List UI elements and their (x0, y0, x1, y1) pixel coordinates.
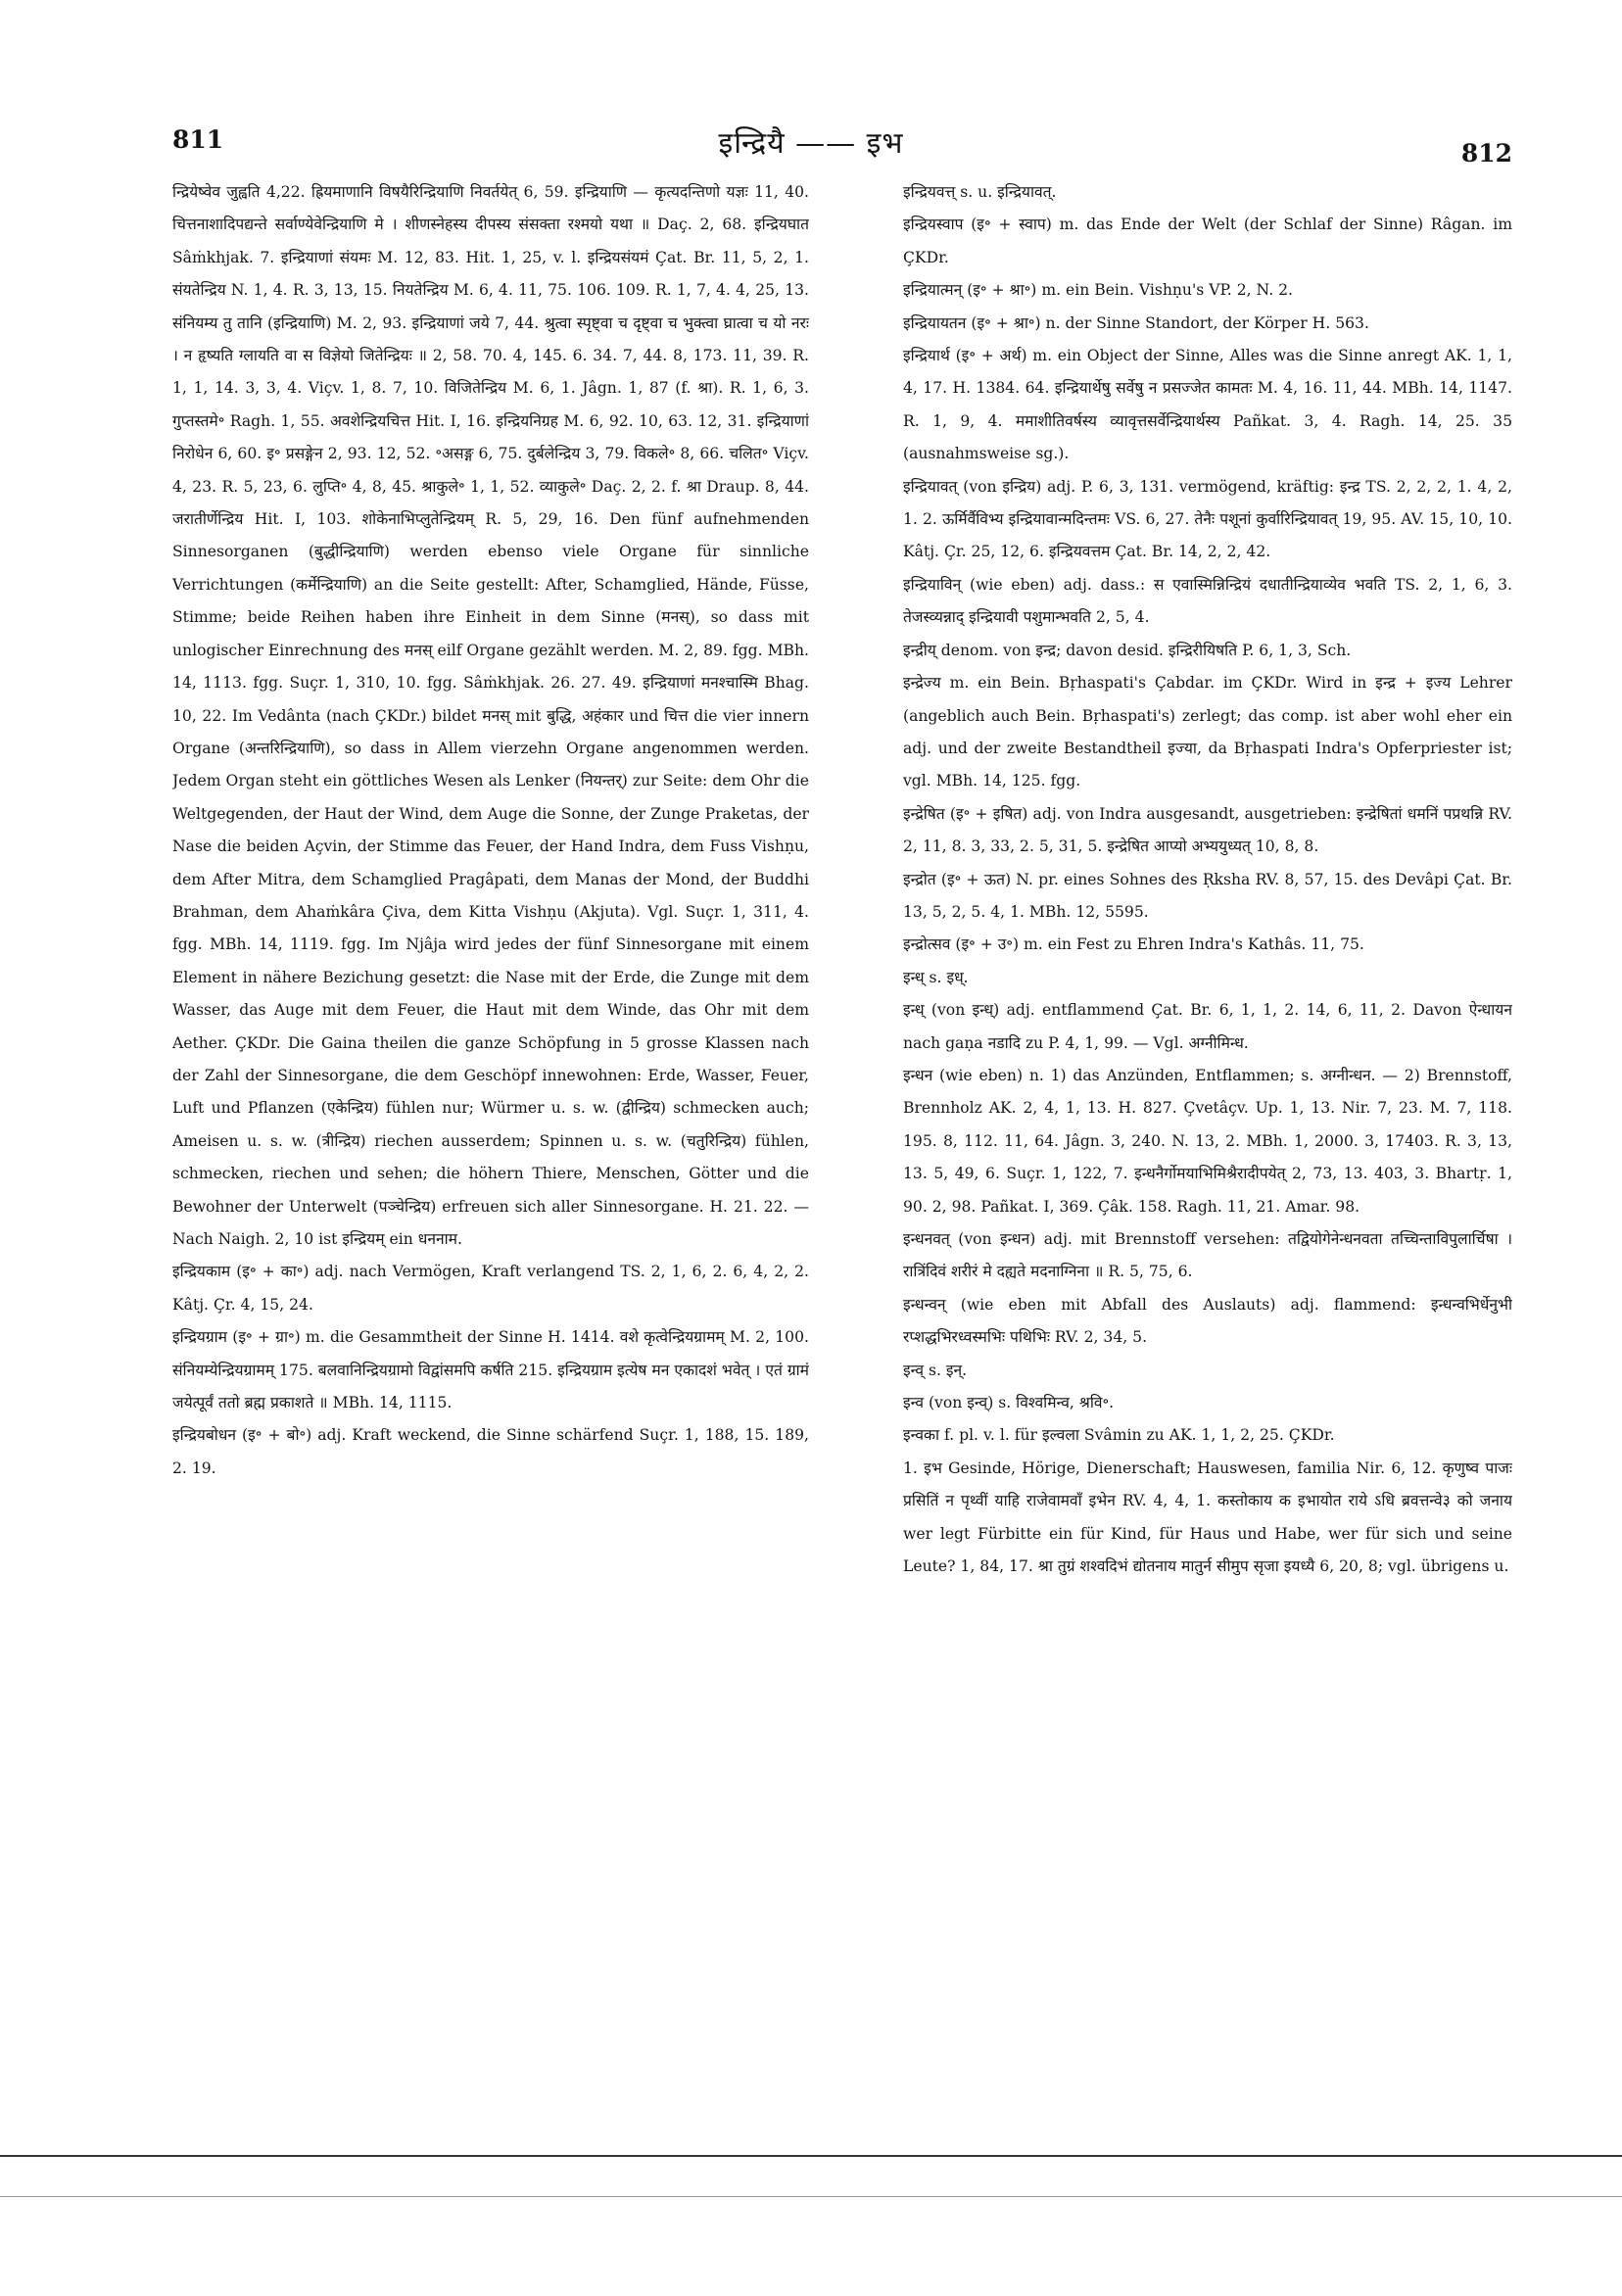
dictionary-entry: इन्द्रोत्सव (इ॰ + उ॰) m. ein Fest zu Ehren Indra's Kathâs. 11, 75. (903, 935, 1364, 954)
page-number-right: 812 (1460, 139, 1512, 167)
running-title: इन्द्रियै —— इभ (718, 126, 904, 161)
dictionary-entry: इन्वका f. pl. v. l. für इल्वला Svâmin zu AK. 1, 1, 2, 25. ÇKDr. (903, 1426, 1335, 1445)
dictionary-entry: इन्द्रोत (इ॰ + ऊत) N. pr. eines Sohnes des Ṛksha RV. 8, 57, 15. des Devâpi Çat. Br. 13, 5, 2, 5. 4, 1. MBh. 12, 5595. (903, 870, 1512, 921)
dictionary-entry: इन्व् s. इन्. (903, 1361, 968, 1379)
dictionary-entry: इन्द्रीय् denom. von इन्द्र; davon desid. इन्द्रिरीयिषति P. 6, 1, 3, Sch. (903, 641, 1352, 659)
dictionary-entry: इन्ध् (von इन्ध्) adj. entflammend Çat. Br. 6, 1, 1, 2. 14, 6, 11, 2. Davon ऐन्धायन nach gaṇa नडादि zu P. 4, 1, 99. — Vgl. अग्नीमिन्ध. (903, 1001, 1512, 1052)
dictionary-entry: 1. इभ Gesinde, Hörige, Dienerschaft; Hauswesen, familia Nir. 6, 12. कृणुष्व पाजः प्रसितिं न पृथ्वीं याहि राजेवामवाँ इभेन RV. 4, 4, 1. कस्तोकाय क इभायोत राये ऽधि ब्रवत्तन्वे३ को जनाय wer legt Fürbitte ein für Kind, für Haus und Habe, wer für sich und seine Leute? 1, 84, 17. श्रा तुग्रं शश्वदिभं द्योतनाय मातुर्न सीमुप सृजा इयध्यै 6, 20, 8; vgl. übrigens u. (903, 1459, 1512, 1576)
bottom-rule-faint (0, 2196, 1622, 2197)
dictionary-entry: इन्द्रियवत्त् s. u. इन्द्रियावत्. (903, 183, 1057, 201)
dictionary-entry: इन्ध् s. इध्. (903, 968, 969, 986)
dictionary-entry: इन्धन (wie eben) n. 1) das Anzünden, Entflammen; s. अग्नीन्धन. — 2) Brennstoff, Brennholz AK. 2, 4, 1, 13. H. 827. Çvetâçv. Up. 1, 13. Nir. 7, 23. M. 7, 118. 195. 8, 112. 11, 64. Jâgn. 3, 240. N. 13, 2. MBh. 1, 2000. 3, 17403. R. 3, 13, 13. 5, 49, 6. Suçr. 1, 122, 7. इन्धनैर्गोमयाभिमिश्रैरादीपयेत् 2, 73, 13. 403, 3. Bhartṛ. 1, 90. 2, 98. Pañkat. I, 369. Çâk. 158. Ragh. 11, 21. Amar. 98. (903, 1066, 1512, 1216)
dictionary-entry: इन्द्रियावत् (von इन्द्रिय) adj. P. 6, 3, 131. vermögend, kräftig: इन्द्र TS. 2, 2, 2, 1. 4, 2, 1. 2. ऊर्मिर्वैविभ्य इन्द्रियावान्मदिन्तमः VS. 6, 27. तेनैः पशूनां कुर्वारिन्द्रियावत् 19, 95. AV. 15, 10, 10. Kâtj. Çr. 25, 12, 6. इन्द्रियवत्तम Çat. Br. 14, 2, 2, 42. (903, 477, 1512, 561)
left-column (172, 176, 809, 2018)
dictionary-entry: इन्धनवत् (von इन्धन) adj. mit Brennstoff versehen: तद्वियोगेनेन्धनवता तच्चिन्ताविपुलार्चिषा । रात्रिंदिवं शरीरं मे दह्यते मदनाग्निना ॥ R. 5, 75, 6. (903, 1230, 1512, 1281)
dictionary-entry: इन्द्रियस्वाप (इ॰ + स्वाप) m. das Ende der Welt (der Schlaf der Sinne) Râgan. im ÇKDr. (903, 215, 1512, 266)
dictionary-entry: इन्द्रियार्थ (इ॰ + अर्थ) m. ein Object der Sinne, Alles was die Sinne anregt AK. 1, 1, 4, 17. H. 1384. 64. इन्द्रियार्थेषु सर्वेषु न प्रसज्जेत कामतः M. 4, 16. 11, 44. MBh. 14, 1147. R. 1, 9, 4. ममाशीतिवर्षस्य व्यावृत्तसर्वेन्द्रियार्थस्य Pañkat. 3, 4. Ragh. 14, 25. 35 (ausnahmsweise sg.). (903, 347, 1512, 463)
dictionary-entry: इन्द्रियकाम (इ॰ + का॰) adj. nach Vermögen, Kraft verlangend TS. 2, 1, 6, 2. 6, 4, 2, 2. Kâtj. Çr. 4, 15, 24. (172, 1263, 809, 1314)
dictionary-entry: इन्धन्वन् (wie eben mit Abfall des Auslauts) adj. flammend: इन्धन्वभिर्धेनुभी रप्शद्धभिरध्वस्मभिः पथिभिः RV. 2, 34, 5. (903, 1295, 1512, 1347)
bottom-rule (0, 2155, 1622, 2157)
dictionary-entry: इन्द्रियग्राम (इ॰ + ग्रा॰) m. die Gesammtheit der Sinne H. 1414. वशे कृत्वेन्द्रियग्रामम् M. 2, 100. संनियम्येन्द्रियग्रामम् 175. बलवानिन्द्रियग्रामो विद्वांसमपि कर्षति 215. इन्द्रियग्राम इत्येष मन एकादशं भवेत् । एतं ग्रामं जयेत्पूर्वं ततो ब्रह्म प्रकाशते ॥ MBh. 14, 1115. (172, 1328, 809, 1412)
dictionary-entry: इन्द्रियात्मन् (इ॰ + श्रा॰) m. ein Bein. Vishṇu's VP. 2, N. 2. (903, 281, 1293, 300)
dictionary-entry: इन्द्रियाविन् (wie eben) adj. dass.: स एवास्मिन्निन्द्रियं दधातीन्द्रियाव्येव भवति TS. 2, 1, 6, 3. तेजस्व्यन्नाद् इन्द्रियावी पशुमान्भवति 2, 5, 4. (903, 575, 1512, 627)
dictionary-entry: इन्द्रियबोधन (इ॰ + बो॰) adj. Kraft weckend, die Sinne schärfend Suçr. 1, 188, 15. 189, 2. 19. (172, 1426, 809, 1477)
right-column (903, 176, 1512, 2037)
dictionary-entry: इन्द्रेज्य m. ein Bein. Bṛhaspati's Çabdar. im ÇKDr. Wird in इन्द्र + इज्य Lehrer (angeblich auch Bein. Bṛhaspati's) zerlegt; das comp. ist aber wohl eher ein adj. und der zweite Bestandtheil इज्या, da Bṛhaspati Indra's Opferpriester ist; vgl. MBh. 14, 125. fgg. (903, 674, 1512, 790)
dictionary-entry: इन्द्रेषित (इ॰ + इषित) adj. von Indra ausgesandt, ausgetrieben: इन्द्रेषितां धमनिं पप्रथन्नि RV. 2, 11, 8. 3, 33, 2. 5, 31, 5. इन्द्रेषित आप्यो अभ्ययुध्यत् 10, 8, 8. (903, 804, 1512, 856)
dictionary-entry: इन्व (von इन्व्) s. विश्वमिन्व, श्रवि॰. (903, 1394, 1115, 1412)
page-number-left: 811 (172, 125, 224, 154)
dictionary-entry: इन्द्रियायतन (इ॰ + श्रा॰) n. der Sinne Standort, der Körper H. 563. (903, 313, 1369, 332)
dictionary-entry: न्द्रियेष्वेव जुह्वति 4,22. ह्रियमाणानि विषयैरिन्द्रियाणि निवर्तयेत् 6, 59. इन्द्रियाणि — कृत्यदन्तिणो यज्ञः 11, 40. चित्तनाशादिपद्यन्ते सर्वाण्येवेन्द्रियाणि मे । शीणस्नेहस्य दीपस्य संसक्ता रश्मयो यथा ॥ Daç. 2, 68. इन्द्रियघात Sâṁkhjak. 7. इन्द्रियाणां संयमः M. 12, 83. Hit. 1, 25, v. l. इन्द्रियसंयमं Çat. Br. 11, 5, 2, 1. संयतेन्द्रिय N. 1, 4. R. 3, 13, 15. नियतेन्द्रिय M. 6, 4. 11, 75. 106. 109. R. 1, 7, 4. 4, 25, 13. संनियम्य तु तानि (इन्द्रियाणि) M. 2, 93. इन्द्रियाणां जये 7, 44. श्रुत्वा स्पृष्ट्वा च दृष्ट्वा च भुक्त्वा घ्रात्वा च यो नरः । न हृष्यति ग्लायति वा स विज्ञेयो जितेन्द्रियः ॥ 2, 58. 70. 4, 145. 6. 34. 7, 44. 8, 173. 11, 39. R. 1, 1, 14. 3, 3, 4. Viçv. 1, 8. 7, 10. विजितेन्द्रिय M. 6, 1. Jâgn. 1, 87 (f. श्रा). R. 1, 6, 3. गुप्तस्तमे॰ Ragh. 1, 55. अवशेन्द्रियचित्त Hit. I, 16. इन्द्रियनिग्रह M. 6, 92. 10, 63. 12, 31. इन्द्रियाणां निरोधेन 6, 60. इ॰ प्रसङ्गेन 2, 93. 12, 52. ॰असङ्ग 6, 75. दुर्बलेन्द्रिय 3, 79. विकले॰ 8, 66. चलित॰ Viçv. 4, 23. R. 5, 23, 6. लुप्ति॰ 4, 8, 45. श्राकुले॰ 1, 1, 52. व्याकुले॰ Daç. 2, 2. f. श्रा Draup. 8, 44. जरातीर्णेन्द्रिय Hit. I, 103. शोकेनाभिप्लुतेन्द्रियम् R. 5, 29, 16. Den fünf aufnehmenden Sinnesorganen (बुद्धीन्द्रियाणि) werden ebenso viele Organe für sinnliche Verrichtungen (कर्मेन्द्रियाणि) an die Seite gestellt: After, Schamglied, Hände, Füsse, Stimme; beide Reihen haben ihre Einheit in dem Sinne (मनस्), so dass mit unlogischer Einrechnung des मनस् eilf Organe gezählt werden. M. 2, 89. fgg. MBh. 14, 1113. fgg. Suçr. 1, 310, 10. fgg. Sâṁkhjak. 26. 27. 49. इन्द्रियाणां मनश्चास्मि Bhag. 10, 22. Im Vedânta (nach ÇKDr.) bildet मनस् mit बुद्धि, अहंकार und चित्त die vier innern Organe (अन्तरिन्द्रियाणि), so dass in Allem vierzehn Organe angenommen werden. Jedem Organ steht ein göttliches Wesen als Lenker (नियन्तर्) zur Seite: dem Ohr die Weltgegenden, der Haut der Wind, dem Auge die Sonne, der Zunge Praketas, der Nase die beiden Açvin, der Stimme das Feuer, der Hand Indra, dem Fuss Vishṇu, dem After Mitra, dem Schamglied Pragâpati, dem Manas der Mond, der Buddhi Brahman, dem Ahaṁkâra Çiva, dem Kitta Vishṇu (Akjuta). Vgl. Suçr. 1, 311, 4. fgg. MBh. 14, 1119. fgg. Im Njâja wird jedes der fünf Sinnesorgane mit einem Element in nähere Bezichung gesetzt: die Nase mit der Erde, die Zunge mit dem Wasser, das Auge mit dem Feuer, die Haut mit dem Winde, das Ohr mit dem Aether. ÇKDr. Die Gaina theilen die ganze Schöpfung in 5 grosse Klassen nach der Zahl der Sinnesorgane, die dem Geschöpf innewohnen: Erde, Wasser, Feuer, Luft und Pflanzen (एकेन्द्रिय) fühlen nur; Würmer u. s. w. (द्वीन्द्रिय) schmecken auch; Ameisen u. s. w. (त्रीन्द्रिय) riechen ausserdem; Spinnen u. s. w. (चतुरिन्द्रिय) fühlen, schmecken, riechen und sehen; die höhern Thiere, Menschen, Götter und die Bewohner der Unterwelt (पञ्चेन्द्रिय) erfreuen sich aller Sinnesorgane. H. 21. 22. — Nach Naigh. 2, 10 ist इन्द्रियम् ein धननाम. (172, 183, 809, 1248)
